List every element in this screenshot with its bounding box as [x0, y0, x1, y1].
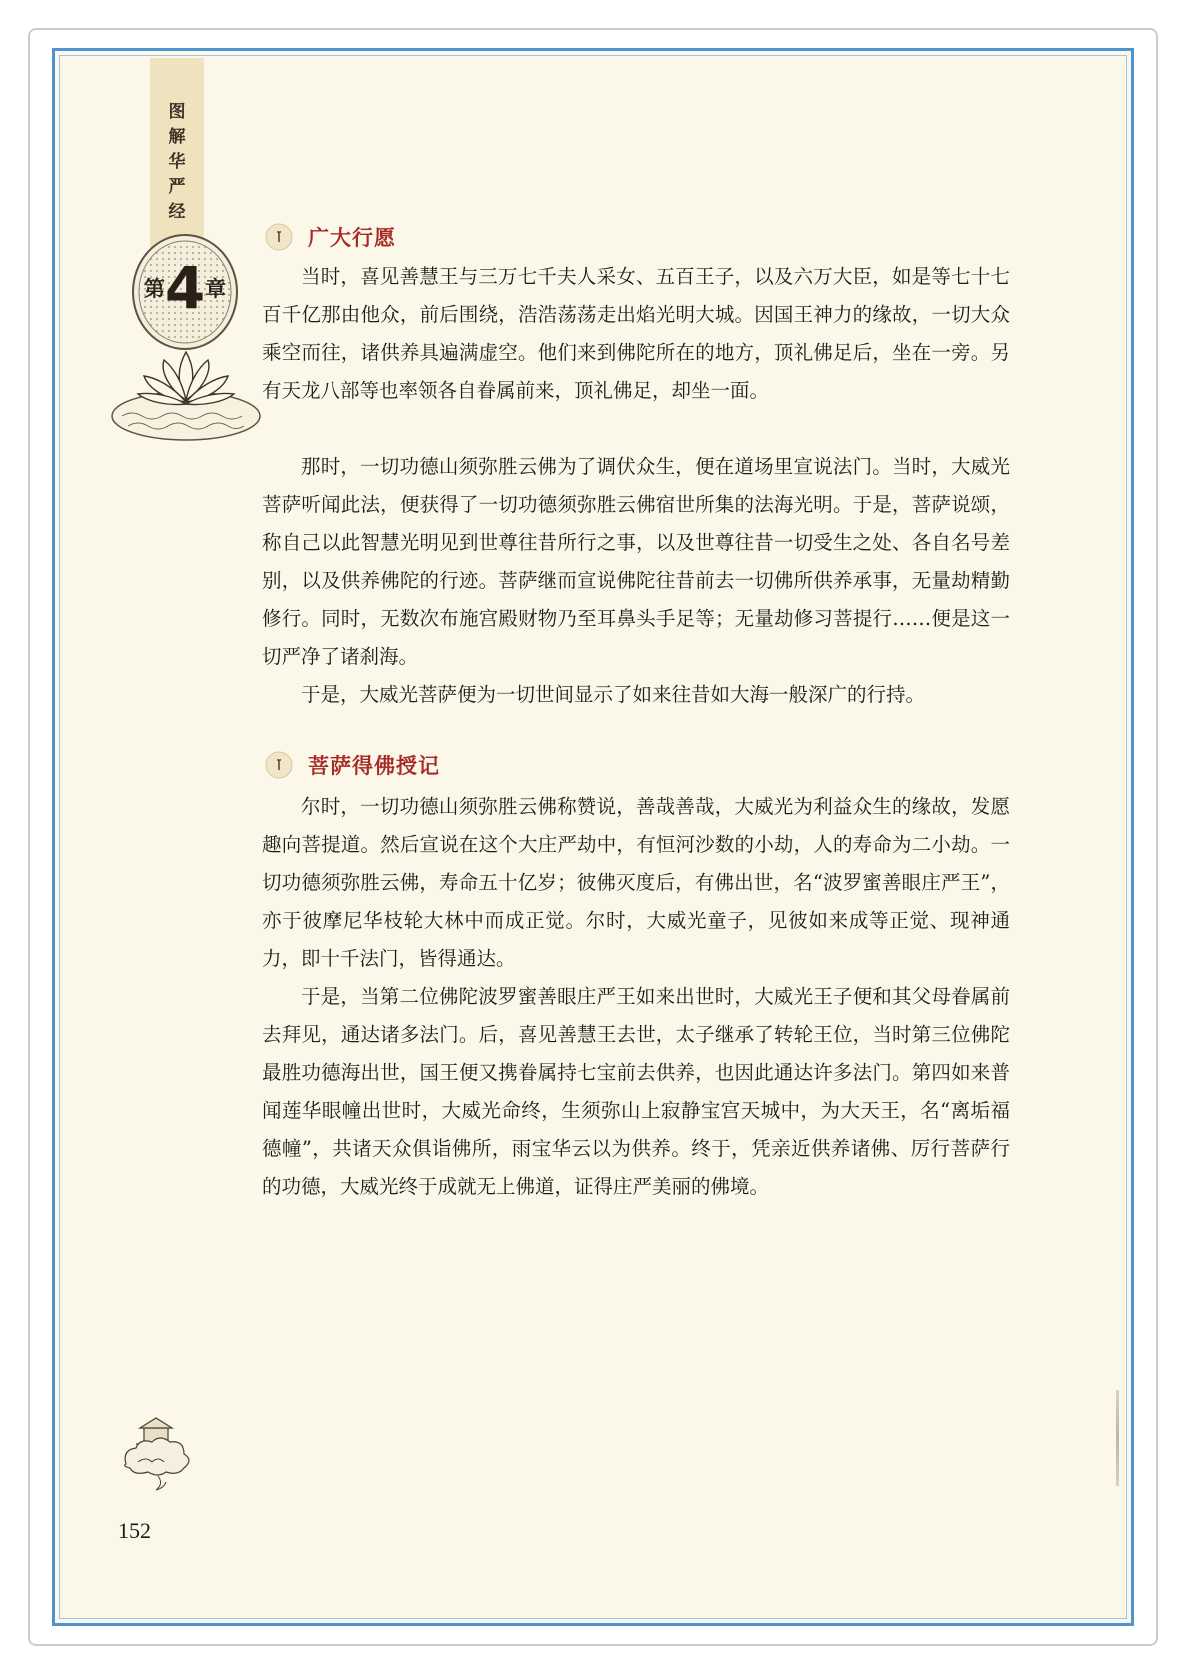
chapter-badge [130, 232, 240, 352]
page-edge [1116, 1390, 1119, 1486]
page-number: 152 [118, 1518, 151, 1543]
section-title: 广大行愿 [308, 226, 396, 250]
paragraph: 于是，当第二位佛陀波罗蜜善眼庄严王如来出世时，大威光王子便和其父母眷属前去拜见，通达诸多法门。后，喜见善慧王去世，太子继承了转轮王位，当时第三位佛陀最胜功德海出世，国王便又携眷属持七宝前去供养，也因此通达许多法门。第四如来普闻莲华眼幢出世时，大威光命终，生须弥山上寂静宝宫天城中，为大天王，名“离垢福德幢”，共诸天众俱诣佛所，雨宝华云以为供养。终于，凭亲近供养诸佛、厉行菩萨行的功德，大威光终于成就无上佛道，证得庄严美丽的佛境。 [262, 985, 1010, 1198]
paragraph: 于是，大威光菩萨便为一切世间显示了如来往昔如大海一般深广的行持。 [301, 683, 926, 706]
chapter-number: 4 [164, 254, 206, 322]
paragraph: 那时，一切功德山须弥胜云佛为了调伏众生，便在道场里宣说法门。当时，大威光菩萨听闻此法，便获得了一切功德须弥胜云佛宿世所集的法海光明。于是，菩萨说颂，称自己以此智慧光明见到世尊往昔所行之事，以及世尊往昔一切受生之处、各自名号差别，以及供养佛陀的行迹。菩萨继而宣说佛陀往昔前去一切佛所供养承事，无量劫精勤修行。同时，无数次布施宫殿财物乃至耳鼻头手足等；无量劫修习菩提行……便是这一切严净了诸刹海。 [262, 455, 1010, 668]
chapter-suffix: 章 [205, 277, 227, 301]
paragraph: 尔时，一切功德山须弥胜云佛称赞说，善哉善哉，大威光为利益众生的缘故，发愿趣向菩提道。然后宣说在这个大庄严劫中，有恒河沙数的小劫，人的寿命为二小劫。一切功德须弥胜云佛，寿命五十亿岁；彼佛灭度后，有佛出世，名“波罗蜜善眼庄严王”，亦于彼摩尼华枝轮大林中而成正觉。尔时，大威光童子，见彼如来成等正觉、现神通力，即十千法门，皆得通达。 [262, 795, 1010, 970]
book-title-char: 华 [168, 152, 186, 172]
paragraph: 当时，喜见善慧王与三万七千夫人采女、五百王子，以及六万大臣，如是等七十七百千亿那由他众，前后围绕，浩浩荡荡走出焰光明大城。因国王神力的缘故，一切大众乘空而往，诸供养具遍满虚空。他们来到佛陀所在的地方，顶礼佛足后，坐在一旁。另有天龙八部等也率领各自眷属前来，顶礼佛足，却坐一面。 [262, 265, 1010, 402]
book-title-char: 经 [168, 202, 186, 222]
section-bullet-icon [264, 750, 294, 780]
lotus-icon [108, 342, 264, 442]
section-heading-2 [264, 750, 440, 780]
section-title: 菩萨得佛授记 [308, 754, 440, 778]
book-title-char: 解 [168, 127, 186, 147]
cloud-ornament-icon [118, 1414, 194, 1492]
chapter-prefix: 第 [143, 277, 165, 301]
section-heading-1 [264, 222, 396, 252]
section-bullet-icon [264, 222, 294, 252]
book-title-char: 严 [168, 177, 186, 197]
book-title-char: 图 [168, 102, 186, 122]
